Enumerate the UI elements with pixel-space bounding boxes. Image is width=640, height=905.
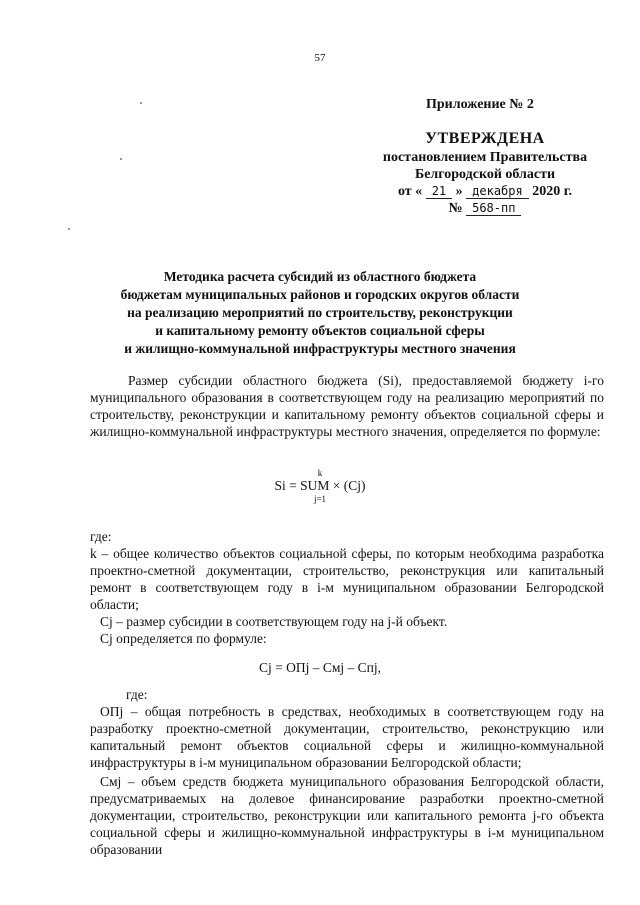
formula-upper-limit: k	[317, 468, 323, 478]
annex-label: Приложение № 2	[426, 97, 534, 112]
formula-lower-limit: j=1	[313, 494, 327, 504]
document-title	[90, 268, 550, 358]
approval-block	[350, 130, 620, 217]
definition-opj: OПj – общая потребность в средствах, необходимых в соответствующем году на разработку проектно-сметной документации, строительство, реконструкцию или капитальный ремонт объектов социальной сферы и жилищно-коммунальной инфраструктуры в i-м муниципальном образовании Белгородской области;	[90, 704, 604, 770]
definition-cmj: Cмj – объем средств бюджета муниципального образования Белгородской области, предусматриваемых на долевое финансирование разработки проектно-сметной документации, строительство, реконструкции или капитального ремонта j-го объекта социальной сферы и жилищно-коммунальной инфраструктуры в i-м муниципальном образовании	[90, 774, 604, 857]
title-line: на реализацию мероприятий по строительству, реконструкции	[127, 305, 513, 320]
intro-paragraph: Размер субсидии областного бюджета (Si), предоставляемой бюджету i-го муниципального образования в соответствующем году на реализацию мероприятий по строительству, реконструкции и капитальному ремонту объектов социальной сферы и жилищно-коммунальной инфраструктуры местного значения, определяется по формуле:	[90, 373, 604, 439]
date-day: 21	[426, 184, 452, 199]
date-mid: »	[455, 184, 463, 199]
date-month: декабря	[466, 184, 529, 199]
approval-title: УТВЕРЖДЕНА	[425, 130, 545, 147]
approval-line-1: постановлением Правительства	[382, 150, 588, 165]
scan-speck	[120, 158, 122, 160]
title-line: и капитальному ремонту объектов социальной сферы	[155, 323, 485, 338]
formula-cj: Cj = OПj – Cмj – Cпj,	[258, 660, 382, 675]
scan-speck	[140, 102, 142, 104]
where-label: где:	[90, 529, 112, 544]
number-value: 568-пп	[466, 201, 521, 216]
scan-speck	[68, 228, 70, 230]
approval-date	[350, 183, 620, 200]
page-number: 57	[314, 52, 326, 64]
where-label-2: где:	[126, 687, 148, 702]
title-line: Методика расчета субсидий из областного бюджета	[163, 269, 477, 284]
definition-k: k – общее количество объектов социальной сферы, по которым необходима разработка проектно-сметной документации, строительство, реконструкция или капитальный ремонт в соответствующем году в i-м муниципальном образовании Белгородской области;	[90, 546, 604, 612]
cj-intro: Cj определяется по формуле:	[100, 631, 267, 646]
title-line: и жилищно-коммунальной инфраструктуры местного значения	[124, 341, 516, 356]
date-year: 2020 г.	[532, 184, 572, 199]
definition-cj: Cj – размер субсидии в соответствующем году на j-й объект.	[100, 614, 448, 629]
formula-main: Si = SUM × (Cj)	[274, 478, 366, 493]
approval-line-2: Белгородской области	[414, 167, 556, 182]
date-prefix: от «	[397, 184, 423, 199]
title-line: бюджетам муниципальных районов и городских округов области	[120, 287, 520, 302]
number-label: №	[448, 201, 463, 216]
formula-si	[0, 468, 640, 504]
approval-number	[350, 200, 620, 217]
